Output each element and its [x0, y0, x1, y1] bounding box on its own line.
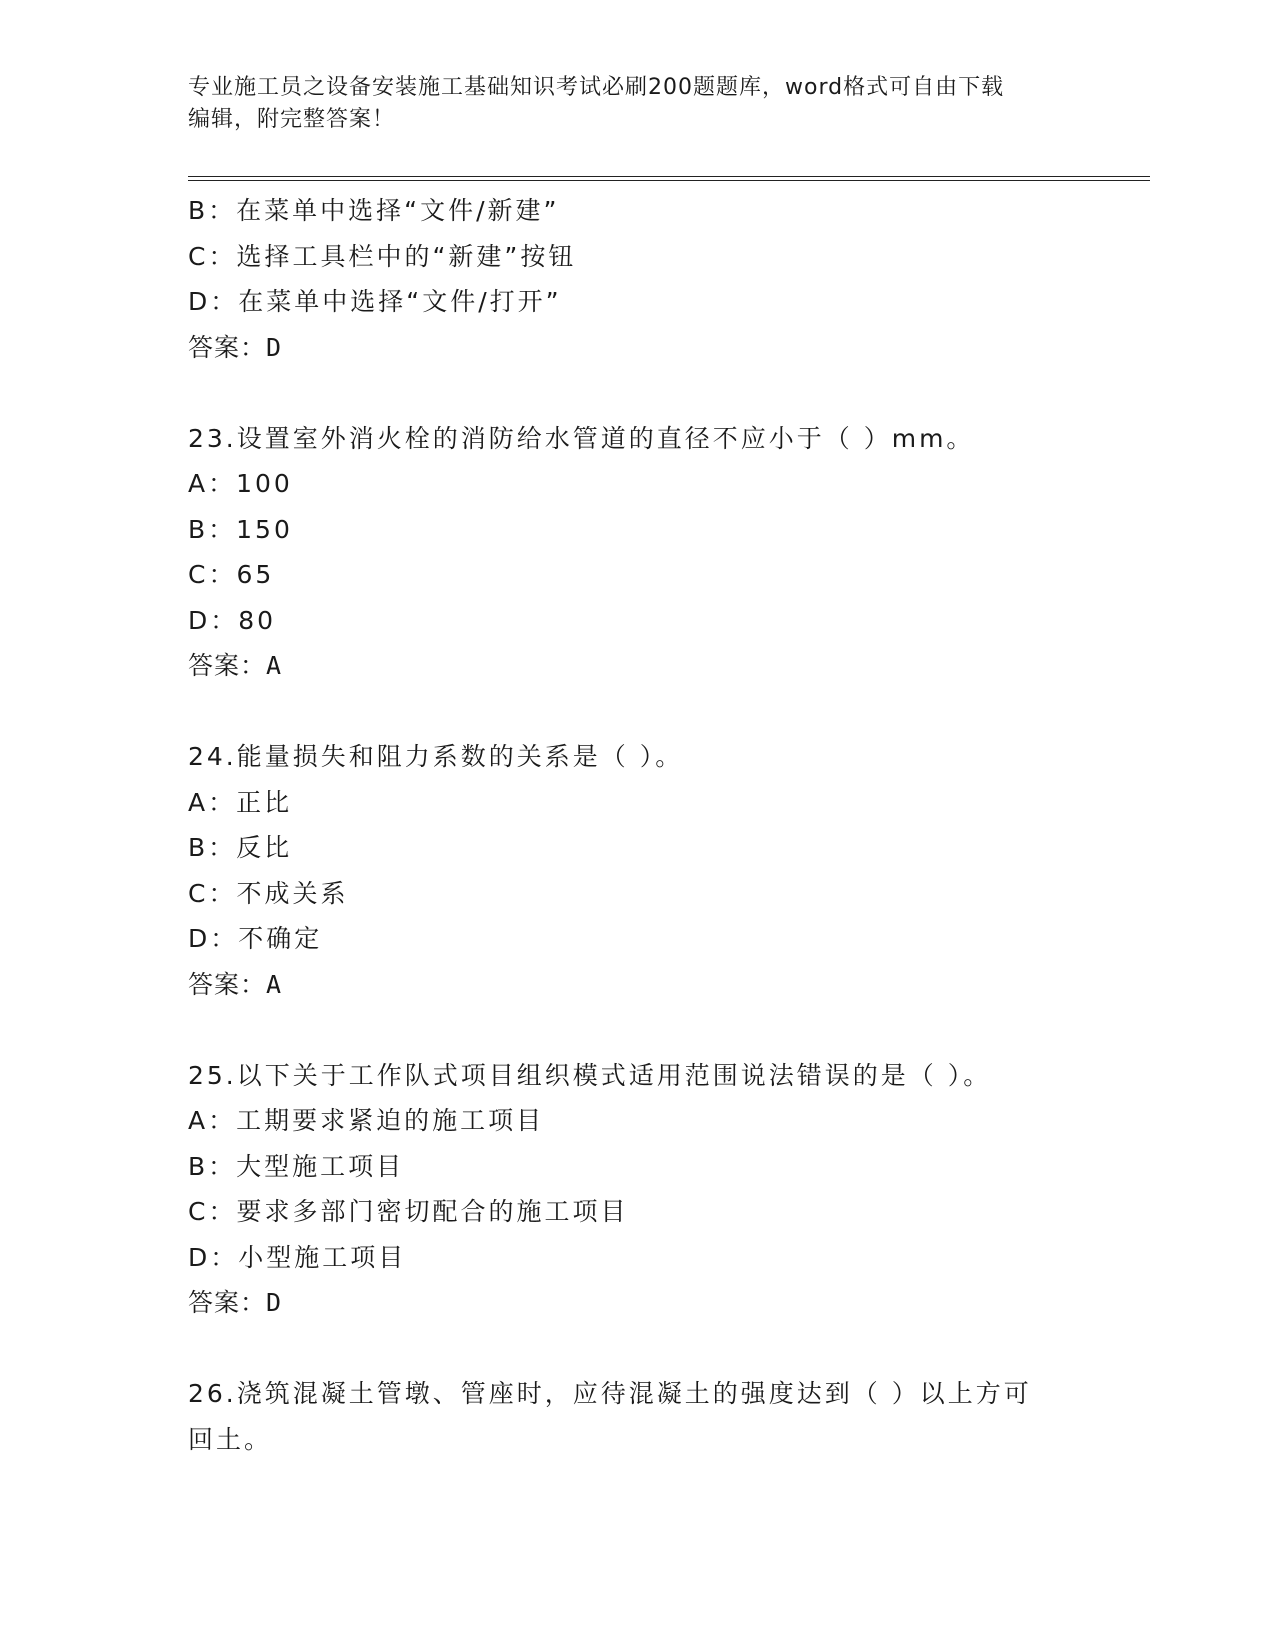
- option-text: 100: [236, 469, 293, 498]
- question-23: [188, 416, 1088, 689]
- option-letter: D：: [188, 924, 239, 953]
- question-26: [188, 1371, 1088, 1462]
- option-text: 工期要求紧迫的施工项目: [236, 1106, 545, 1135]
- option-letter: C：: [188, 878, 237, 908]
- option-letter: A：: [188, 469, 237, 498]
- question-text: 能量损失和阻力系数的关系是（ ）。: [236, 742, 684, 771]
- answer-value: D: [266, 1288, 282, 1317]
- question-stem: [188, 416, 1088, 462]
- answer-label: 答案：: [188, 969, 267, 999]
- option-c: [188, 552, 1088, 598]
- question-number: 25.: [188, 1060, 237, 1090]
- answer-value: A: [266, 969, 282, 999]
- header-title-line-1: 专业施工员之设备安装施工基础知识考试必刷200题题库，word格式可自由下载: [188, 75, 1005, 100]
- option-d: [188, 279, 1088, 325]
- option-letter: B：: [188, 514, 237, 544]
- header-title-line-2: 编辑，附完整答案！: [188, 107, 396, 132]
- answer-label: 答案：: [188, 651, 267, 680]
- answer-label: 答案：: [188, 1288, 267, 1317]
- option-text: 不成关系: [236, 878, 349, 908]
- document-header: [188, 72, 1088, 136]
- option-text: 反比: [236, 833, 293, 862]
- option-text: 大型施工项目: [236, 1151, 405, 1181]
- option-c: [188, 1189, 1088, 1235]
- question-text: 以下关于工作队式项目组织模式适用范围说法错误的是（ ）。: [236, 1060, 992, 1090]
- option-letter: A：: [188, 1106, 237, 1135]
- option-letter: D：: [188, 1242, 239, 1272]
- question-text: 设置室外消火栓的消防给水管道的直径不应小于（ ）mm。: [236, 423, 975, 453]
- option-letter: D：: [188, 605, 239, 635]
- option-a: [188, 1098, 1088, 1144]
- answer-line: [188, 1280, 1088, 1326]
- option-a: [188, 780, 1088, 826]
- question-number: 26.: [188, 1379, 237, 1408]
- question-25: [188, 1053, 1088, 1326]
- option-text: 小型施工项目: [238, 1242, 407, 1272]
- answer-line: [188, 962, 1088, 1008]
- answer-value: D: [266, 332, 282, 362]
- question-stem: [188, 1053, 1088, 1099]
- question-stem: [188, 1371, 1088, 1417]
- option-b: [188, 188, 1088, 234]
- question-text: 浇筑混凝土管墩、管座时，应待混凝土的强度达到（ ）以上方可: [236, 1379, 1032, 1408]
- option-letter: A：: [188, 787, 237, 817]
- option-text: 65: [236, 560, 275, 589]
- option-text: 正比: [236, 787, 293, 817]
- option-text: 150: [236, 514, 293, 544]
- option-c: [188, 871, 1088, 917]
- option-text: 不确定: [238, 924, 323, 953]
- option-letter: C：: [188, 560, 237, 589]
- question-number: 23.: [188, 423, 237, 453]
- question-fragment: [188, 188, 1088, 370]
- answer-value: A: [266, 651, 282, 680]
- option-text: 在菜单中选择“文件/打开”: [238, 287, 562, 316]
- option-c: [188, 234, 1088, 280]
- option-text: 80: [238, 605, 277, 635]
- option-text: 在菜单中选择“文件/新建”: [236, 196, 560, 225]
- option-letter: B：: [188, 1151, 237, 1181]
- question-stem: [188, 734, 1088, 780]
- question-number: 24.: [188, 742, 237, 771]
- option-d: [188, 598, 1088, 644]
- option-b: [188, 825, 1088, 871]
- option-letter: C：: [188, 1197, 237, 1226]
- option-letter: D：: [188, 287, 239, 316]
- option-b: [188, 1144, 1088, 1190]
- option-letter: B：: [188, 833, 237, 862]
- answer-line: [188, 643, 1088, 689]
- option-text: 要求多部门密切配合的施工项目: [236, 1197, 629, 1226]
- question-24: [188, 734, 1088, 1007]
- question-stem-continued: 回土。: [188, 1424, 273, 1454]
- option-d: [188, 916, 1088, 962]
- question-list: [188, 188, 1088, 1462]
- answer-line: [188, 325, 1088, 371]
- option-a: [188, 461, 1088, 507]
- header-divider: [188, 176, 1150, 181]
- option-d: [188, 1235, 1088, 1281]
- option-letter: C：: [188, 241, 237, 271]
- option-letter: B：: [188, 196, 237, 225]
- answer-label: 答案：: [188, 332, 267, 362]
- option-b: [188, 507, 1088, 553]
- option-text: 选择工具栏中的“新建”按钮: [236, 241, 577, 271]
